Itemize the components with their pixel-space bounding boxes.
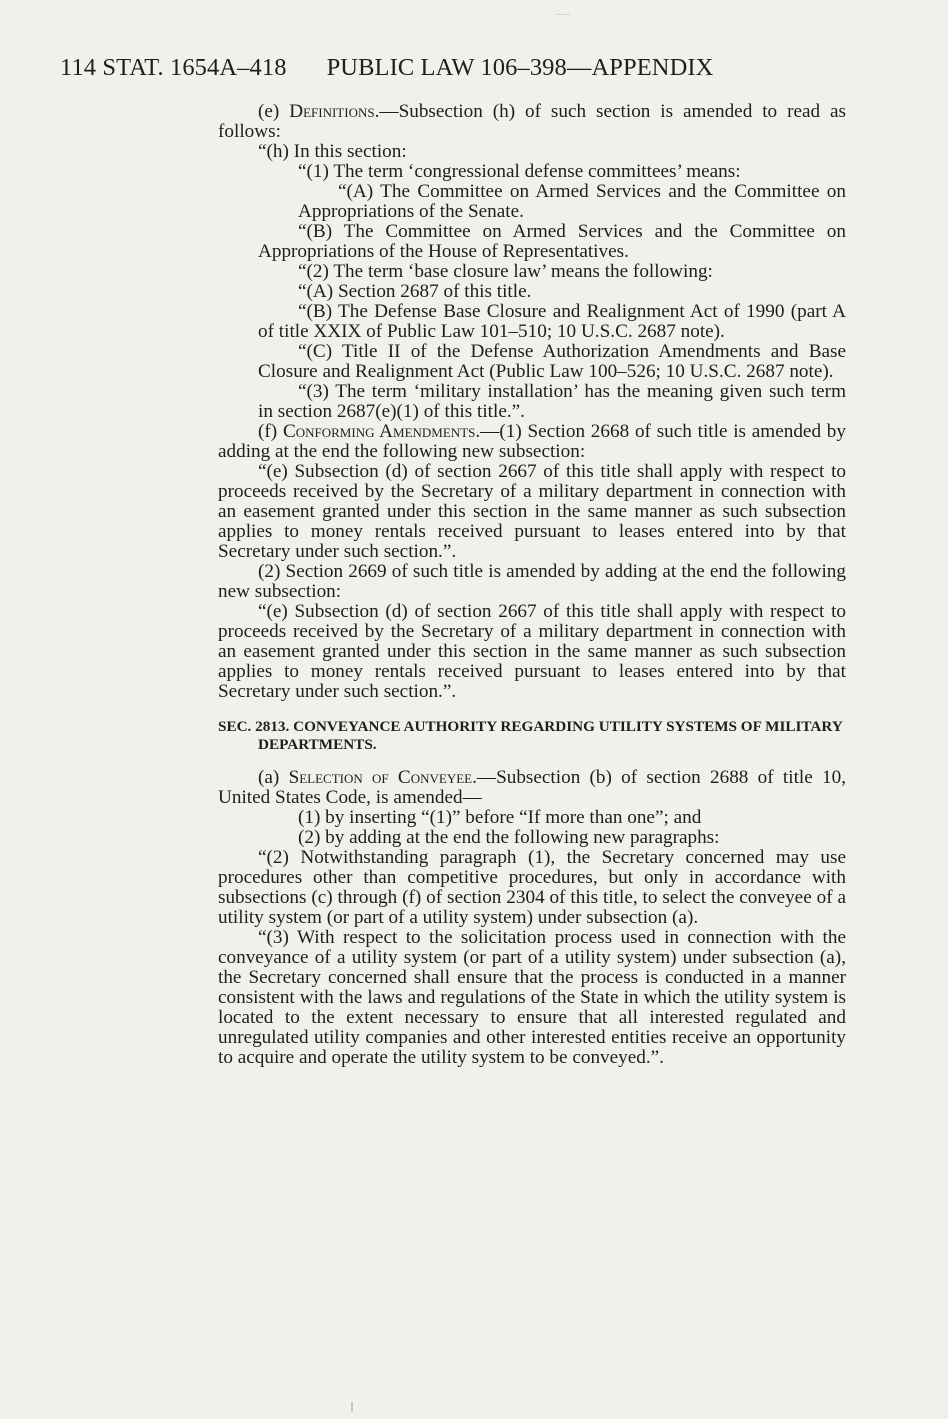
scan-mark [351,1402,353,1412]
subparagraph-1b: “(B) The Committee on Armed Services and the Committee on Appropriations of the House of Representatives. [258,221,846,262]
paragraph-3: “(3) The term ‘military installation’ has the meaning given such term in section 2687(e)(1) of this title.”. [258,381,846,422]
quoted-subsection-h: “(h) In this section: [258,141,407,162]
header-title: PUBLIC LAW 106–398—APPENDIX [326,54,714,81]
page-header [60,54,713,82]
subparagraph-1a: “(A) The Committee on Armed Services and the Committee on Appropriations of the Senate. [298,181,846,222]
paragraph-1: “(1) The term ‘congressional defense committees’ means: [298,161,741,182]
quoted-paragraph-3: “(3) With respect to the solicitation process used in connection with the conveyance of a utility system (or part of a utility system) under subsection (a), the Secretary concerned shall ensure that the process is conducted in a manner consistent with the laws and regulations of the State in which the utility system is located to the extent necessary to ensure that all interested regulated and unregulated utility companies and other interested entities receive an opportunity to acquire and operate the utility system to be conveyed.”. [218,927,846,1068]
paragraph-2: “(2) The term ‘base closure law’ means the following: [298,261,713,282]
subparagraph-2a: “(A) Section 2687 of this title. [298,281,532,302]
subsection-e: (e) Definitions.—Subsection (h) of such section is amended to read as follows: [218,101,847,142]
section-number: SEC. 2813. [218,718,294,735]
section-heading [218,718,846,754]
subsection-heading: Definitions [289,101,375,122]
quoted-paragraph-2: “(2) Notwithstanding paragraph (1), the Secretary concerned may use procedures other than competitive procedures, but only in accordance with subsections (c) through (f) of section 2304 of this title, to select the conveyee of a utility system (or part of a utility system) under subsection (a). [218,847,846,928]
subsection-f: (f) Conforming Amendments.—(1) Section 2668 of such title is amended by adding at the end the following new subsection: [218,421,846,462]
clause-1: (1) by inserting “(1)” before “If more than one”; and [298,807,702,828]
subsection-a: (a) Selection of Conveyee.—Subsection (b) of section 2688 of title 10, United States Code, is amended— [218,767,846,808]
subparagraph-2b: “(B) The Defense Base Closure and Realignment Act of 1990 (part A of title XXIX of Public Law 101–510; 10 U.S.C. 2687 note). [258,301,846,342]
subsection-heading: Selection of Conveyee [288,767,473,788]
subsection-heading: Conforming Amendments [282,421,476,442]
scan-mark [556,14,570,15]
subparagraph-2c: “(C) Title II of the Defense Authorization Amendments and Base Closure and Realignment Act (Public Law 100–526; 10 U.S.C. 2687 note). [258,341,846,382]
document-body [218,102,846,1068]
quoted-subsection-e-2: “(e) Subsection (d) of section 2667 of this title shall apply with respect to proceeds received by the Secretary of a military department in connection with an easement granted under this section in the same manner as such subsection applies to money rentals received pursuant to leases entered into by that Secretary under such section.”. [218,601,846,702]
paragraph-f2: (2) Section 2669 of such title is amended by adding at the end the following new subsection: [218,561,846,602]
statute-citation: 114 STAT. 1654A–418 [60,54,287,81]
quoted-subsection-e-1: “(e) Subsection (d) of section 2667 of this title shall apply with respect to proceeds received by the Secretary of a military department in connection with an easement granted under this section in the same manner as such subsection applies to money rentals received pursuant to leases entered into by that Secretary under such section.”. [218,461,846,562]
clause-2: (2) by adding at the end the following new paragraphs: [298,827,720,848]
section-title: CONVEYANCE AUTHORITY REGARDING UTILITY SYSTEMS OF MILITARY DEPARTMENTS. [258,718,843,753]
